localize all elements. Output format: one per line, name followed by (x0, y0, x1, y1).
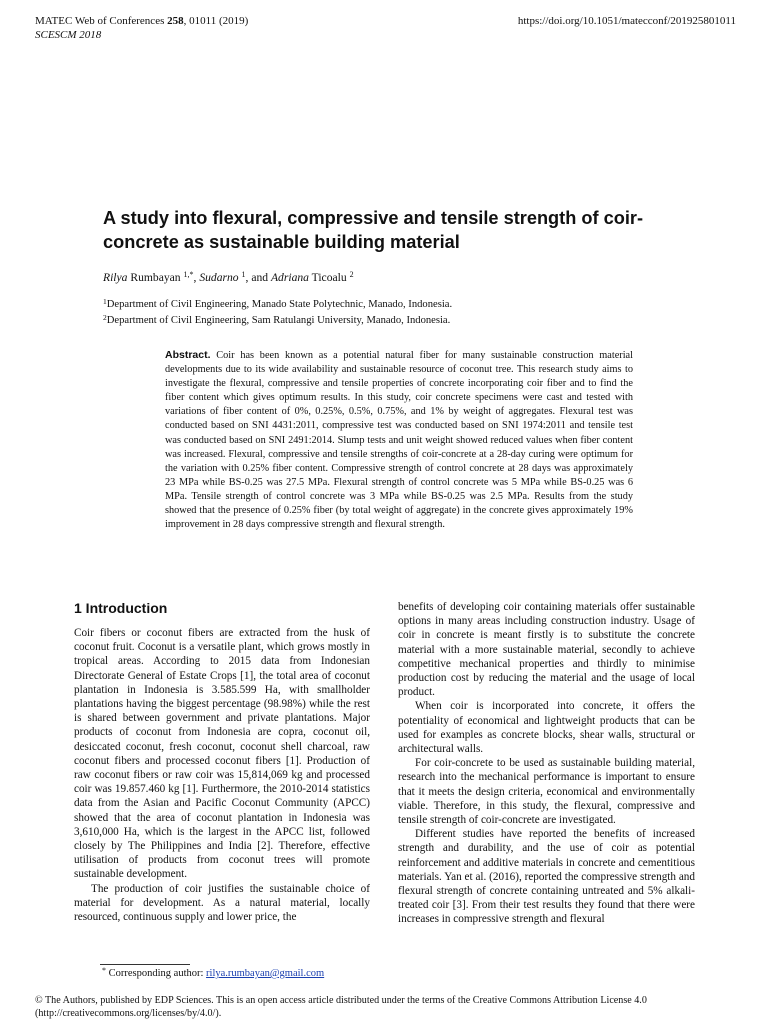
journal-volume: 258 (167, 15, 184, 27)
affiliations (103, 296, 452, 327)
paper-title: A study into flexural, compressive and tensile strength of coir-concrete as sustainable building material (103, 208, 644, 252)
corresponding-email-link[interactable]: rilya.rumbayan@gmail.com (206, 968, 325, 979)
author-3-family: Ticoalu (308, 271, 347, 284)
article-number: , 01011 (2019) (183, 15, 249, 27)
doi-link[interactable]: https://doi.org/10.1051/matecconf/201925801011 (517, 15, 736, 27)
paragraph: When coir is incorporated into concrete, it offers the potentiality of economical and lightweight products that can be used for examples as concrete blocks, shear walls, structural or architectural walls. (398, 700, 695, 756)
affiliation-number: 2 (103, 312, 107, 322)
journal-name: MATEC Web of Conferences (35, 15, 165, 27)
footnote-label: Corresponding author: (106, 968, 207, 979)
footnote-rule (100, 964, 190, 965)
paragraph: Coir fibers or coconut fibers are extracted from the husk of coconut fruit. Coconut is a versatile plant, which grows mostly in tropical areas. According to 2015 data from Indonesian Directorate General of Estate Crops [1], the total area of coconut plantation in Indonesia is 3.585.599 Ha, with smallholder plantations having the biggest percentage (98.98%) while the rest is shared between government and private plantations. Major products of coconut from Indonesia are copra, coconut oil, desiccated coconut, fresh coconut, coconut shell charcoal, raw coconut fibers and processed coconut fibers [1]. Production of raw coconut fibers or raw coir was 15,814,069 kg and processed coir was 19.857.460 kg [1]. Furthermore, the 2010-2014 statistics data from the Asian and Pacific Coconut Community (APCC) showed that the area of coconut plantation in Indonesia was 3,610,000 Ha, which is the largest in the APCC list, followed closely by The Philippines and India [2]. Therefore, effective utilisation of products from coconut trees will promote sustainable development. (74, 627, 370, 881)
author-2-affil: 1 (241, 270, 246, 279)
abstract-text: Coir has been known as a potential natural fiber for many sustainable construction material developments due to its wide availability and sustainable resource of coconut tree. This research study aims to investigate the flexural, compressive and tensile properties of concrete incorporating coir fiber and to find the fiber content which gives optimum results. In this study, coir concrete specimens were cast and tested with variations of fiber content of 0%, 0.25%, 0.5%, 0.75%, and 1% by weight of aggregates. Flexural test was conducted based on SNI 4431:2011, compressive test was conducted based on SNI 1974:2011 and tensile test was conducted based on SNI 2491:2014. Slump tests and unit weight showed reduced values when fiber content was increased. Flexural, compressive and tensile strengths of coir-concrete at a 28-day curing were optimum for the variation with 0.25% fiber content. Compressive strength of control concrete at 28 days was approximately 23 MPa while BS-0.25 was 27.5 MPa. Flexural strength of control concrete was 5 MPa while BS-0.25 was 6 MPa. Tensile strength of control concrete was 3 MPa while BS-0.25 was 2.5 MPa. Results from the study showed that the presence of 0.25% fiber (by total weight of aggregate) in the concrete gives approximately 19% improvement in 28 days compressive strength and flexural strength. (165, 350, 633, 531)
section-heading: 1 Introduction (74, 600, 168, 616)
author-3-given: Adriana (270, 271, 309, 284)
left-column (74, 626, 370, 924)
affiliation-1 (103, 296, 452, 312)
affiliation-text: Department of Civil Engineering, Sam Ratulangi University, Manado, Indonesia. (106, 314, 451, 326)
affiliation-2 (103, 312, 452, 328)
author-1-given: Rilya (103, 271, 128, 284)
author-3-affil: 2 (349, 270, 354, 279)
abstract-label: Abstract. (165, 349, 211, 361)
affiliation-text: Department of Civil Engineering, Manado State Polytechnic, Manado, Indonesia. (106, 299, 453, 310)
right-column (398, 600, 695, 927)
license-notice: © The Authors, published by EDP Sciences. This is an open access article distributed under the terms of the Creative Commons Attribution License 4.0 (http://creativecommons.org/licenses/by/4.0/). (35, 995, 647, 1019)
running-header-left (35, 14, 248, 42)
author-sep: , (193, 271, 200, 284)
conference-name: SCESCM 2018 (35, 29, 102, 41)
author-1-affil: 1,* (183, 270, 194, 279)
journal-line (35, 14, 248, 28)
footnote (102, 966, 324, 979)
abstract (165, 348, 633, 532)
paragraph: benefits of developing coir containing materials offer sustainable options in many areas including construction industry. Usage of coir in concrete is meant firstly is to substitute the concrete material with a more sustainable material, secondly to achieve competitive mechanical properties and thirdly to minimise production cost by reducing the material and the usage of local product. (398, 601, 695, 699)
affiliation-number: 1 (103, 297, 107, 306)
author-2-name: Sudarno (199, 271, 239, 284)
footnote-mark: * (102, 966, 106, 975)
author-sep: , and (245, 271, 271, 284)
paragraph: For coir-concrete to be used as sustainable building material, research into the mechanical performance is important to ensure that it meets the design criteria, economical and environmentally viable. Therefore, in this study, the flexural, compressive and tensile strength of coir-concrete are investigated. (398, 757, 695, 827)
author-list (103, 270, 354, 284)
paragraph: The production of coir justifies the sustainable choice of material for development. As a natural material, locally resourced, continuous supply and lower price, the (74, 882, 370, 924)
author-1-family: Rumbayan (127, 271, 181, 284)
paragraph: Different studies have reported the benefits of increased strength and durability, and the use of coir as potential reinforcement and additive materials in concrete and cementitious materials. Yan et al. (2016), reported the compressive strength and flexural strength of concrete containing untreated and 5% alkali-treated coir [3]. From their test results they found that there were increases in compressive strength and flexural (398, 828, 695, 926)
